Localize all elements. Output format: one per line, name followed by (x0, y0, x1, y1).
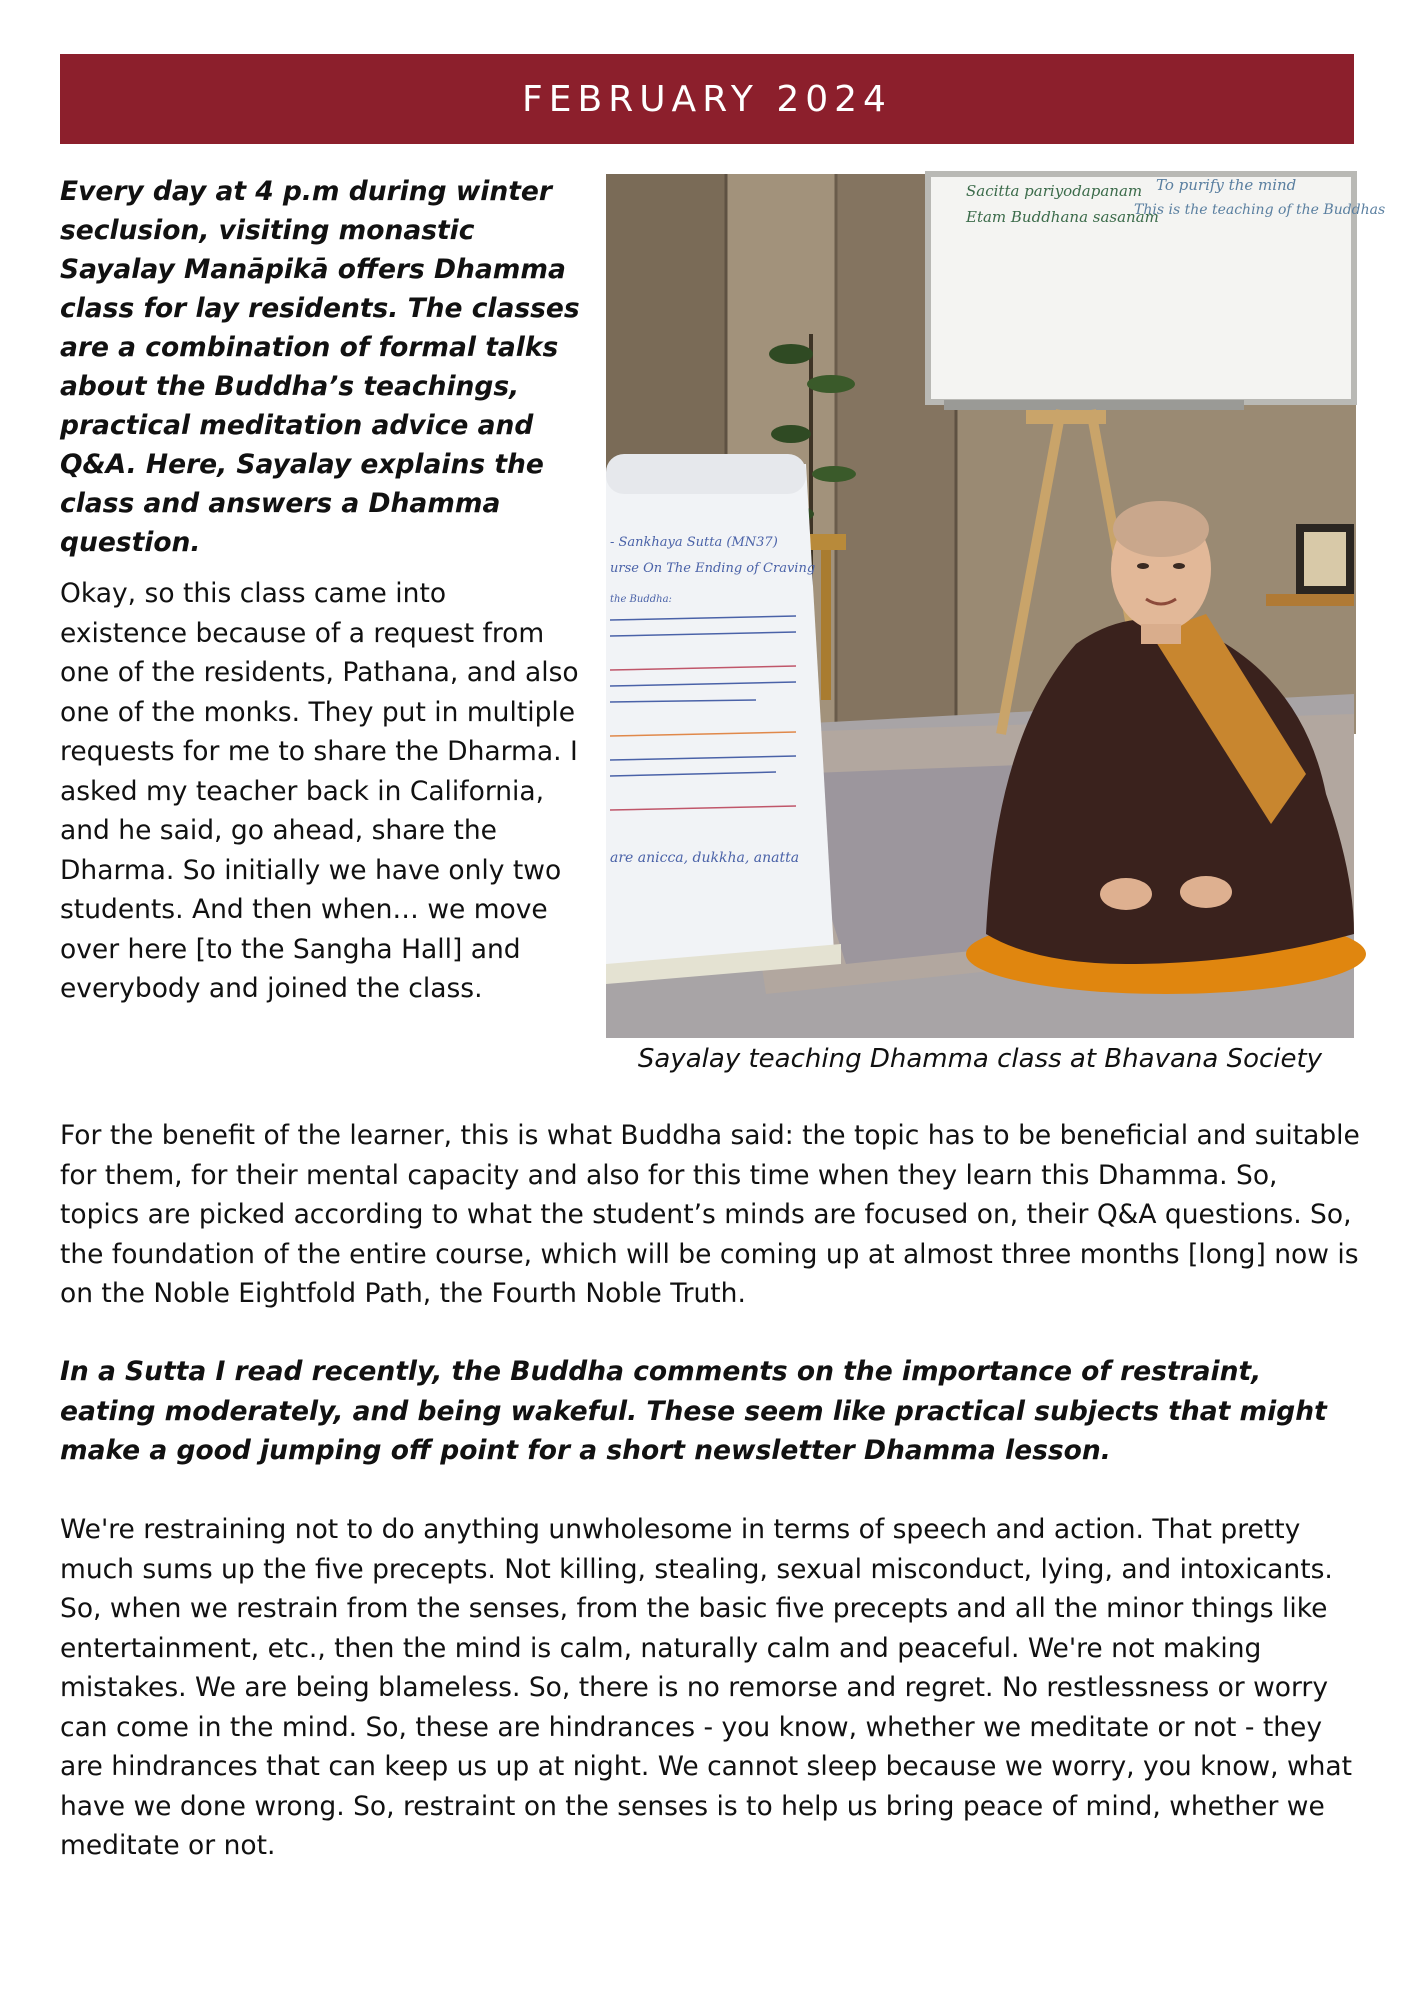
svg-text:Etam Buddhana sasanam: Etam Buddhana sasanam (966, 208, 1159, 226)
svg-text:- Sankhaya Sutta (MN37): - Sankhaya Sutta (MN37) (610, 535, 778, 550)
svg-text:Sacitta pariyodapanam: Sacitta pariyodapanam (966, 182, 1143, 200)
month-banner (60, 54, 1354, 144)
svg-text:This is the teaching of the Bu: This is the teaching of the Buddhas (1134, 202, 1386, 218)
photo-caption: Sayalay teaching Dhamma class at Bhavana Society (637, 1044, 1323, 1074)
svg-text:urse On The Ending of Craving: urse On The Ending of Craving (610, 561, 816, 576)
intro-question: Every day at 4 p.m during winter seclusion, visiting monastic Sayalay Manāpikā offers Dhamma class for lay residents. The classes are a combination of formal talks about the Buddha’s teachings, practical meditation advice and Q&A. Here, Sayalay explains the class and answers a Dhamma question. (60, 176, 580, 558)
svg-text:the Buddha:: the Buddha: (610, 594, 672, 605)
photo-illustration (606, 174, 1386, 1038)
second-question: In a Sutta I read recently, the Buddha comments on the importance of restraint, eating moderately, and being wakeful. These seem like practical subjects that might make a good jumping off point for a short newsletter Dhamma lesson. (60, 1356, 1327, 1466)
class-photo (606, 174, 1386, 1038)
svg-text:To purify the mind: To purify the mind (1156, 176, 1297, 194)
answer-paragraph-1: Okay, so this class came into existence because of a request from one of the residents, Pathana, and also one of the monks. They put in multiple requests for me to share the Dharma. I asked my teacher back in California, and he said, go ahead, share the Dharma. So initially we have only two students. And then when… we move over here [to the Sangha Hall] and everybody and joined the class. (60, 578, 579, 1004)
banner-title: FEBRUARY 2024 (522, 78, 892, 120)
answer-paragraph-3: We're restraining not to do anything unwholesome in terms of speech and action. That pretty much sums up the five precepts. Not killing, stealing, sexual misconduct, lying, and intoxicants. So, when we restrain from the senses, from the basic five precepts and all the minor things like entertainment, etc., then the mind is calm, naturally calm and peaceful. We're not making mistakes. We are being blameless. So, there is no remorse and regret. No restlessness or worry can come in the mind. So, these are hindrances - you know, whether we meditate or not - they are hindrances that can keep us up at night. We cannot sleep because we worry, you know, what have we done wrong. So, restraint on the senses is to help us bring peace of mind, whether we meditate or not. (60, 1514, 1353, 1861)
answer-paragraph-2: For the benefit of the learner, this is what Buddha said: the topic has to be beneficial and suitable for them, for their mental capacity and also for this time when they learn this Dhamma. So, topics are picked according to what the student’s minds are focused on, their Q&A questions. So, the foundation of the entire course, which will be coming up at almost three months [long] now is on the Noble Eightfold Path, the Fourth Noble Truth. (60, 1120, 1360, 1309)
svg-text:are anicca, dukkha, anatta: are anicca, dukkha, anatta (610, 850, 800, 866)
